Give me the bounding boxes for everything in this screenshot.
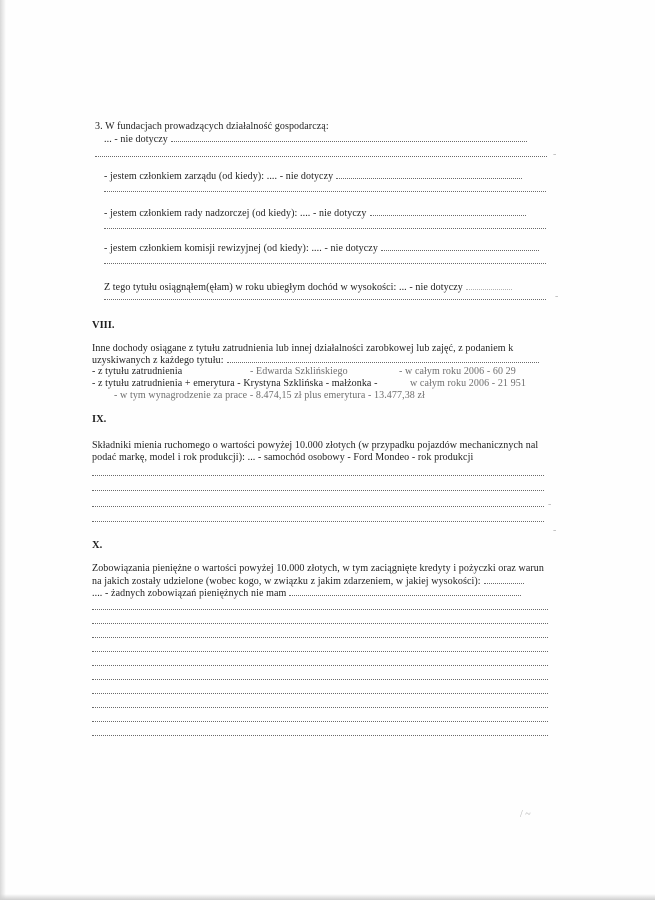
- section-viii-heading: VIII.: [92, 320, 115, 331]
- supervisory-board-line: - jestem członkiem rady nadzorczej (od kiedy): .... - nie dotyczy: [104, 208, 526, 220]
- dotted-line: [92, 609, 548, 610]
- dotted-line: [92, 623, 548, 624]
- scan-shadow-bottom: [0, 894, 655, 900]
- section-x-line2: na jakich zostały udzielone (wobec kogo, w związku z jakim zdarzeniem, w jakiej wysokości):: [92, 576, 524, 588]
- foundation-answer: ... - nie dotyczy: [104, 134, 527, 146]
- dotted-line: [92, 506, 544, 507]
- dotted-line: [104, 299, 546, 300]
- dotted-line: [92, 475, 544, 476]
- dotted-line: [95, 156, 547, 157]
- dotted-line: [92, 735, 548, 736]
- scan-mark: -: [553, 149, 557, 160]
- section-viii-line5: - w tym wynagrodzenie za prace - 8.474,15 zł plus emerytura - 13.477,38 zł: [114, 390, 425, 401]
- scan-shadow-left: [0, 0, 6, 900]
- section-ix-line1: Składniki mienia ruchomego o wartości powyżej 10.000 złotych (w przypadku pojazdów mechanicznych nal: [92, 440, 539, 451]
- dotted-line: [92, 637, 548, 638]
- section-viii-line3: - z tytułu zatrudnienia: [92, 366, 183, 377]
- dotted-line: [104, 228, 546, 229]
- section-x-line3: .... - żadnych zobowiązań pieniężnych nie mam: [92, 588, 521, 600]
- foundation-title: 3. W fundacjach prowadzących działalność gospodarczą:: [95, 121, 329, 132]
- section-viii-line4-amount: w całym roku 2006 - 21 951: [410, 378, 526, 389]
- section-x-heading: X.: [92, 540, 103, 551]
- section-viii-line2: uzyskiwanych z każdego tytułu:: [92, 355, 539, 367]
- dotted-line: [92, 665, 548, 666]
- section-x-line1: Zobowiązania pieniężne o wartości powyżej 10.000 złotych, w tym zaciągnięte kredyty i pożyczki oraz warun: [92, 563, 544, 574]
- dotted-line: [92, 651, 548, 652]
- section-ix-line2: podać markę, model i rok produkcji): ... - samochód osobowy - Ford Mondeo - rok produkcji: [92, 452, 474, 463]
- section-viii-line1: Inne dochody osiągane z tytułu zatrudnienia lub innej działalności zarobkowej lub zajęć, z podaniem k: [92, 343, 514, 354]
- dotted-line: [104, 191, 546, 192]
- dotted-line: [92, 707, 548, 708]
- section-viii-line3-name: - Edwarda Szklińskiego: [250, 366, 348, 377]
- scan-mark: -: [553, 525, 557, 536]
- section-viii-line4: - z tytułu zatrudnienia + emerytura - Krystyna Szklińska - małżonka -: [92, 378, 378, 389]
- scan-mark: -: [555, 291, 559, 302]
- scan-mark: -: [548, 499, 552, 510]
- dotted-line: [92, 679, 548, 680]
- income-line: Z tego tytułu osiągnąłem(ęłam) w roku ubiegłym dochód w wysokości: ... - nie dotyczy: [104, 282, 512, 294]
- dotted-line: [92, 721, 548, 722]
- section-ix-heading: IX.: [92, 414, 107, 425]
- dotted-line: [92, 693, 548, 694]
- dotted-line: [92, 521, 544, 522]
- management-board-line: - jestem członkiem zarządu (od kiedy): .... - nie dotyczy: [104, 171, 522, 183]
- section-viii-line3-amount: - w całym roku 2006 - 60 29: [399, 366, 516, 377]
- scan-mark: / ~: [520, 809, 531, 820]
- audit-committee-line: - jestem członkiem komisji rewizyjnej (od kiedy): .... - nie dotyczy: [104, 243, 539, 255]
- dotted-line: [104, 263, 546, 264]
- dotted-line: [92, 490, 544, 491]
